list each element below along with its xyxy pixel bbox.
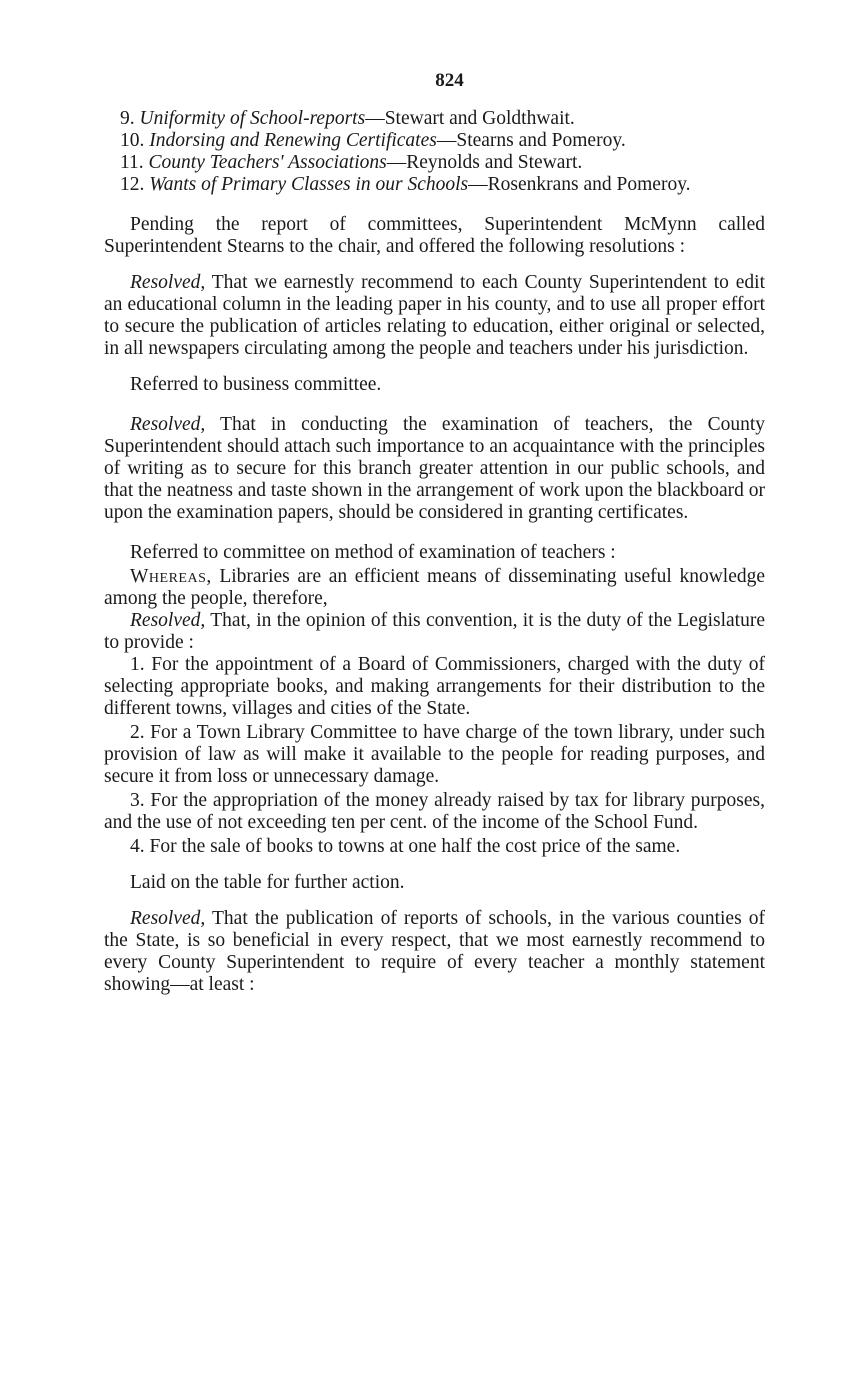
item-number: 10. [120, 130, 145, 151]
resolution-1 [104, 272, 765, 360]
committee-topic: Uniformity of School-reports [139, 108, 366, 129]
resolved-label: Resolved, [130, 414, 206, 435]
committee-topic: Indorsing and Renewing Certificates [149, 130, 437, 151]
resolution-text: That, in the opinion of this convention, it is the duty of the Legislature to provide : [104, 610, 765, 653]
committee-item [104, 174, 765, 196]
provision-item: 2. For a Town Library Committee to have charge of the town library, under such provision of law as will make it available to the people for reading purposes, and secure it from loss or unnecessary damage. [104, 722, 765, 787]
provision-item: 3. For the appropriation of the money already raised by tax for library purposes, and the use of not exceeding ten per cent. of the income of the School Fund. [104, 790, 765, 833]
whereas-paragraph [104, 566, 765, 610]
referred-note-1: Referred to business committee. [130, 374, 382, 395]
item-number: 12. [120, 174, 145, 195]
resolution-2 [104, 414, 765, 524]
resolution-text: That the publication of reports of schools, in the various counties of the State, is so beneficial in every respect, that we most earnestly recommend to every County Superintendent to require of every teacher a monthly statement showing—at least : [104, 908, 765, 995]
item-number: 11. [120, 152, 144, 173]
pending-paragraph: Pending the report of committees, Superintendent McMynn called Superintendent Stearns to the chair, and offered the following resolutions : [104, 214, 765, 257]
committee-item [104, 108, 765, 130]
resolved-label: Resolved, [130, 610, 206, 631]
resolution-text: That we earnestly recommend to each County Superintendent to edit an educational column in the leading paper in his county, and to use all proper effort to secure the publication of articles relating to education, either original or selected, in all newspapers circulating among the people and teachers under his jurisdiction. [104, 272, 765, 359]
committee-topic: County Teachers' Associations [148, 152, 387, 173]
committee-names: —Reynolds and Stewart. [386, 152, 583, 173]
laid-on-table-note: Laid on the table for further action. [130, 872, 405, 893]
committee-item [104, 152, 765, 174]
committee-names: —Stewart and Goldthwait. [365, 108, 575, 129]
whereas-text: Libraries are an efficient means of disseminating useful knowledge among the people, therefore, [104, 566, 765, 609]
resolved-label: Resolved, [130, 272, 206, 293]
committee-list [104, 108, 765, 196]
committee-names: —Rosenkrans and Pomeroy. [468, 174, 691, 195]
resolution-3 [104, 610, 765, 654]
committee-names: —Stearns and Pomeroy. [436, 130, 626, 151]
provision-item: 1. For the appointment of a Board of Commissioners, charged with the duty of selecting appropriate books, and making arrangements for their distribution to the different towns, villages and cities of the State. [104, 654, 765, 719]
page-number: 824 [435, 70, 464, 91]
referred-note-2: Referred to committee on method of examination of teachers : [130, 542, 616, 563]
committee-topic: Wants of Primary Classes in our Schools [149, 174, 469, 195]
resolution-text: That in conducting the examination of teachers, the County Superintendent should attach such importance to an acquaintance with the principles of writing as to secure for this branch greater attention in our public schools, and that the neatness and taste shown in the arrangement of work upon the blackboard or upon the examination papers, should be considered in granting certificates. [104, 414, 765, 523]
provision-item: 4. For the sale of books to towns at one half the cost price of the same. [130, 836, 681, 857]
resolution-4 [104, 908, 765, 996]
committee-item [104, 130, 765, 152]
resolved-label: Resolved, [130, 908, 206, 929]
item-number: 9. [120, 108, 135, 129]
whereas-label: Whereas, [130, 566, 212, 587]
provision-list [104, 654, 765, 858]
